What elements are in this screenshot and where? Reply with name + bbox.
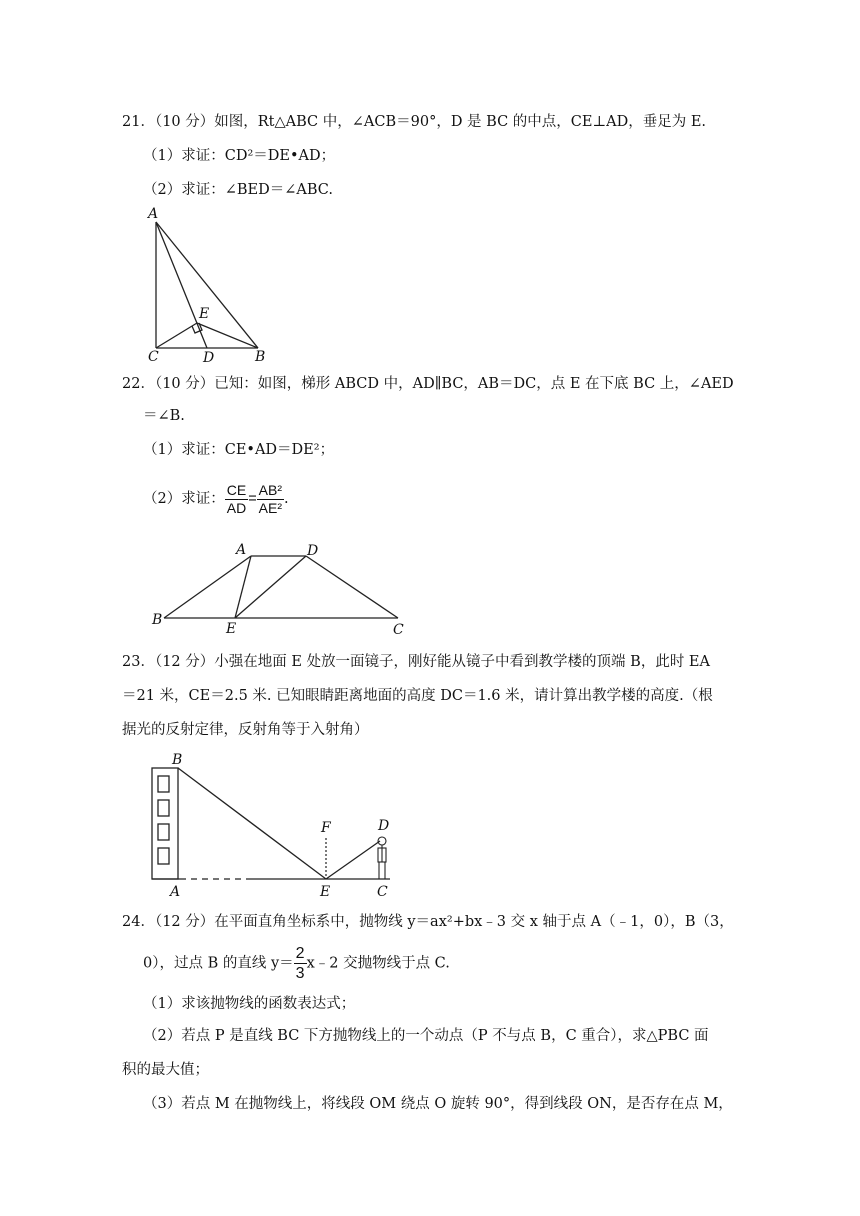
q22-part1: （1）求证：CE•AD＝DE²；: [143, 442, 335, 458]
q22-figure: [148, 538, 413, 638]
q24-text-2: [143, 944, 450, 983]
q21-part2: （2）求证：∠BED＝∠ABC.: [143, 182, 333, 198]
q23-text-2: ＝21 米，CE＝2.5 米. 已知眼睛距离地面的高度 DC＝1.6 米，请计算出教学楼的高度.（根: [122, 688, 713, 704]
q21-label-b: B: [255, 349, 266, 365]
q22-label-d: D: [307, 543, 319, 559]
fraction-ce-ad: $\frac{CE}{AD}$: [226, 481, 247, 516]
q24-text-2-prefix: 0），过点 B 的直线 y＝: [143, 955, 294, 972]
q22-label-a: A: [236, 542, 247, 558]
fraction-ab2-ae2: $\frac{\text{AB²}}{\text{AE²}}$: [258, 481, 282, 516]
q23-text-3: 据光的反射定律，反射角等于入射角）: [122, 722, 369, 738]
q21-label-e: E: [199, 306, 210, 322]
q21-label-a: A: [148, 206, 159, 222]
q22-text-1: 22．（10 分）已知：如图，梯形 ABCD 中，AD∥BC，AB＝DC，点 E 在下底 BC 上，∠AED: [122, 376, 734, 392]
q23-label-c: C: [377, 884, 388, 900]
q23-text-1: 23．（12 分）小强在地面 E 处放一面镜子，刚好能从镜子中看到教学楼的顶端 B，此时 EA: [122, 654, 710, 670]
q23-label-e: E: [320, 884, 331, 900]
q21-text: 21．（10 分）如图，Rt△ABC 中，∠ACB＝90°，D 是 BC 的中点，CE⊥AD，垂足为 E.: [122, 114, 707, 130]
q24-text-2-suffix: x﹣2 交抛物线于点 C.: [306, 955, 450, 972]
q23-label-d: D: [378, 818, 390, 834]
q24-text-1: 24．（12 分）在平面直角坐标系中，抛物线 y＝ax²+bx﹣3 交 x 轴于点 A（﹣1，0），B（3，: [122, 914, 734, 930]
q22-part2: [143, 478, 289, 520]
q22-label-c: C: [393, 622, 404, 638]
q22-label-b: B: [152, 612, 163, 628]
person-icon: [378, 837, 386, 879]
q21-figure: [140, 200, 280, 365]
q23-label-f: F: [321, 820, 331, 836]
fraction-two-thirds: $\frac{2}{3}$: [295, 945, 305, 982]
q21-label-d: D: [203, 350, 215, 365]
q21-label-c: C: [148, 349, 159, 365]
q24-part2: （2）若点 P 是直线 BC 下方抛物线上的一个动点（P 不与点 B，C 重合），求△PBC 面: [143, 1028, 709, 1044]
q22-part2-suffix: .: [284, 491, 289, 507]
q22-text-2: ＝∠B.: [143, 408, 185, 424]
q22-label-e: E: [226, 621, 237, 637]
q23-label-a: A: [170, 884, 181, 900]
q24-part2-cont: 积的最大值；: [122, 1062, 209, 1078]
q24-part1: （1）求该抛物线的函数表达式；: [143, 996, 356, 1012]
q21-part1: （1）求证：CD²＝DE•AD；: [143, 148, 336, 164]
equals-sign: =: [248, 491, 257, 507]
q23-figure: [140, 750, 400, 902]
q22-part2-prefix: （2）求证：: [143, 491, 225, 507]
q24-part3: （3）若点 M 在抛物线上，将线段 OM 绕点 O 旋转 90°，得到线段 ON，是否存在点 M，: [143, 1096, 733, 1112]
q23-label-b: B: [172, 752, 183, 768]
